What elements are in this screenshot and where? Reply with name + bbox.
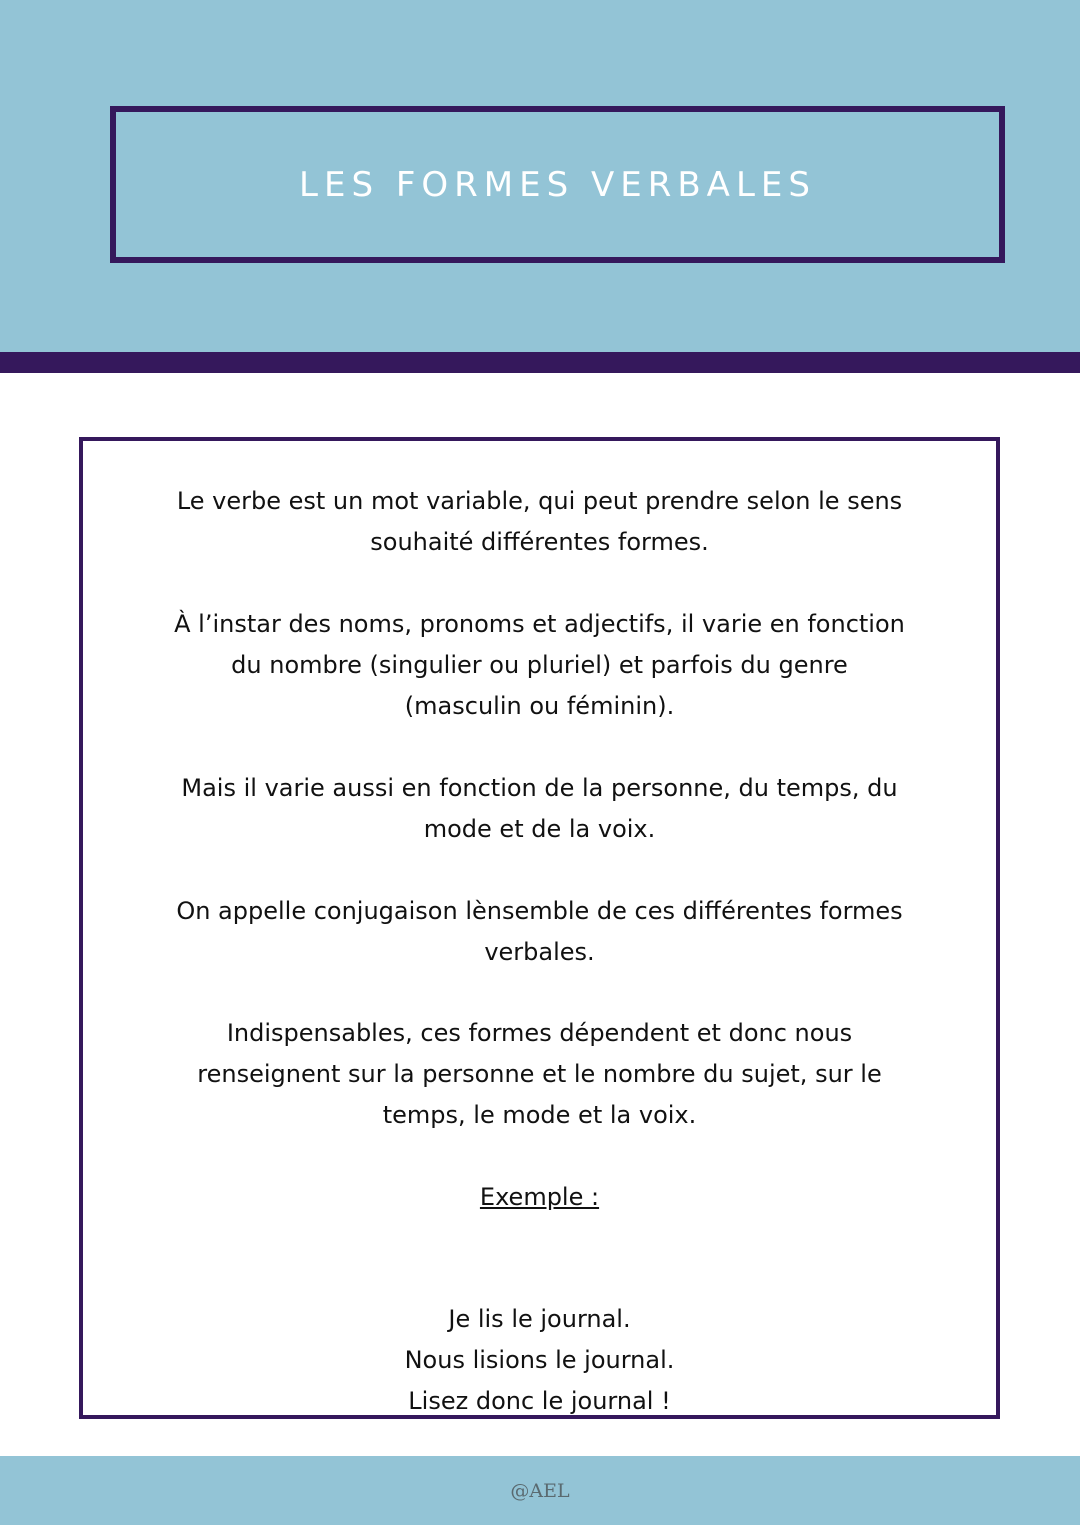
example-sentence: Je lis le journal.	[448, 1305, 631, 1333]
footer-credit: @AEL	[510, 1479, 570, 1502]
example-label: Exemple :	[479, 1183, 600, 1211]
paragraph-definition: Le verbe est un mot variable, qui peut prendre selon le sens souhaité différentes formes.	[176, 487, 903, 556]
example-sentence: Lisez donc le journal !	[408, 1387, 671, 1415]
page-title: LES FORMES VERBALES	[299, 164, 816, 205]
content-box	[79, 437, 1000, 1419]
footer-band	[0, 1456, 1080, 1525]
example-list	[173, 1299, 906, 1422]
paragraph-conjugation: On appelle conjugaison lènsemble de ces différentes formes verbales.	[176, 897, 903, 966]
paragraph-person-tense: Mais il varie aussi en fonction de la personne, du temps, du mode et de la voix.	[181, 774, 898, 843]
paragraph-importance: Indispensables, ces formes dépendent et donc nous renseignent sur la personne et le nombre du sujet, sur le temps, le mode et la voix.	[197, 1019, 882, 1129]
example-sentence: Nous lisions le journal.	[404, 1346, 675, 1374]
header-stripe	[0, 352, 1080, 373]
paragraph-number-gender: À l’instar des noms, pronoms et adjectifs, il varie en fonction du nombre (singulier ou pluriel) et parfois du genre (masculin ou féminin).	[174, 610, 905, 720]
example-heading	[173, 1177, 906, 1218]
title-box	[110, 106, 1005, 263]
